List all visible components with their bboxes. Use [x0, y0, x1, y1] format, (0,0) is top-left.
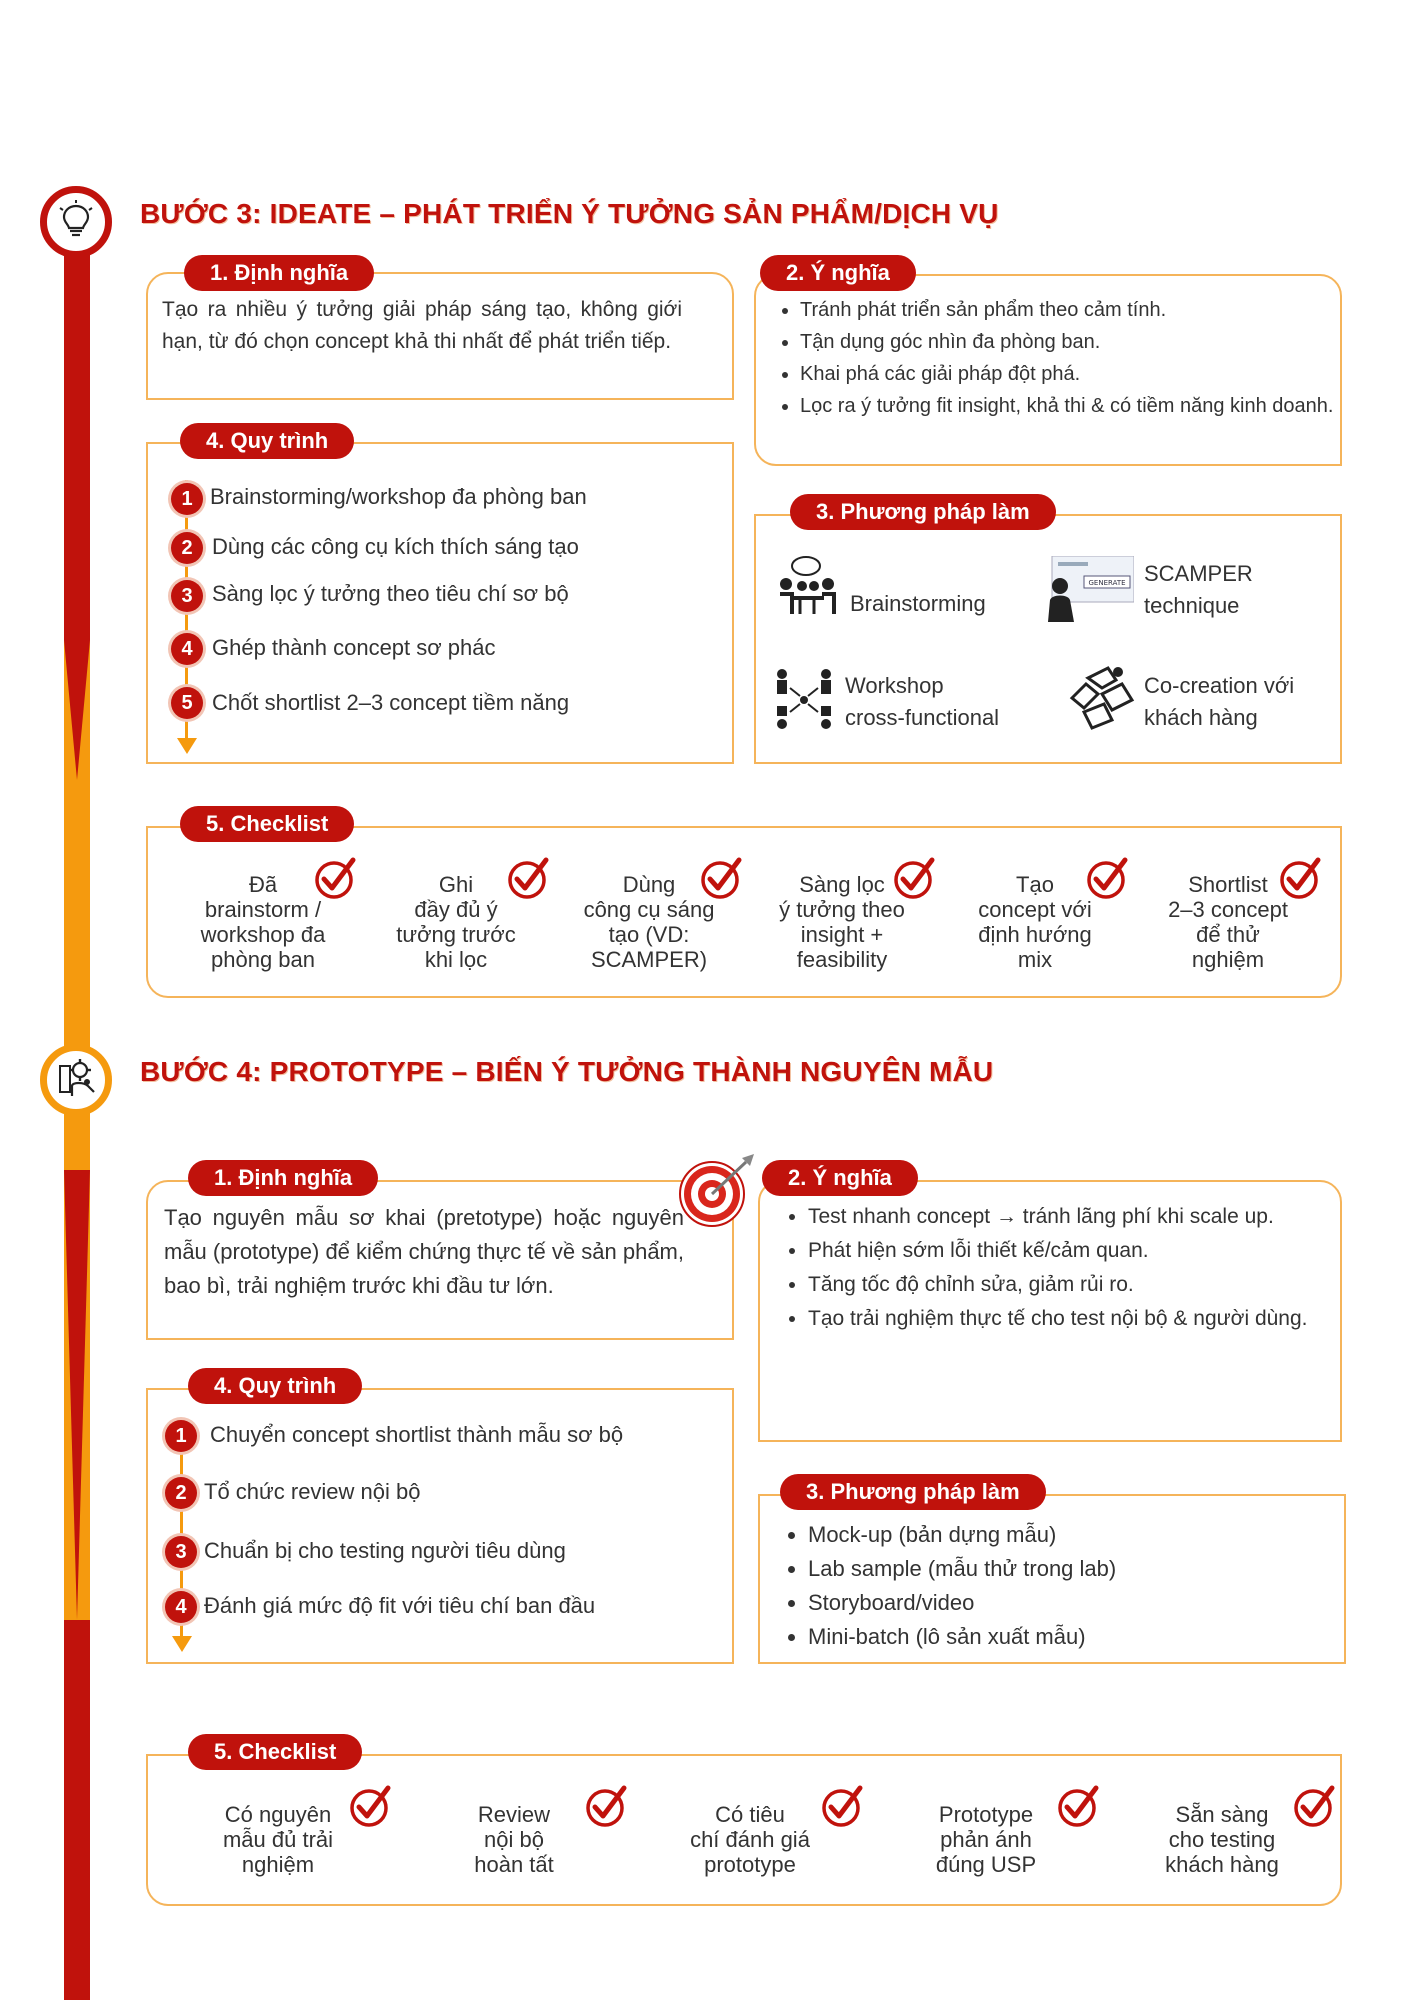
step4-meaning-list — [774, 1200, 1352, 1336]
scamper-icon — [1044, 556, 1134, 627]
process-step-text: Tổ chức review nội bộ — [204, 1479, 421, 1504]
step-number: 3 — [165, 1536, 197, 1568]
step4-title: BƯỚC 4: PROTOTYPE – BIẾN Ý TƯỞNG THÀNH NGUYÊN MẪU — [140, 1056, 994, 1087]
checklist-item-line: nội bộ — [484, 1827, 544, 1852]
step4-definition-label: 1. Định nghĩa — [188, 1160, 378, 1196]
checklist-item-line: đầy đủ ý — [414, 897, 498, 922]
checklist-item-line: Tạo — [1016, 872, 1054, 897]
checklist-item-line: Dùng — [622, 872, 676, 897]
checklist-item-line: tạo (VD: — [608, 922, 690, 947]
checklist-item-line: concept với — [978, 897, 1092, 922]
step-number: 5 — [171, 687, 203, 719]
checklist-item — [665, 1802, 835, 1877]
step3-definition-text: Tạo ra nhiều ý tưởng giải pháp sáng tạo, không giới hạn, từ đó chọn concept khả thi nhất để phát triển tiếp. — [162, 298, 682, 353]
step3-meaning-label: 2. Ý nghĩa — [760, 255, 916, 291]
step4-methods-label: 3. Phương pháp làm — [780, 1474, 1046, 1510]
list-item: • Khai phá các giải pháp đột phá. — [800, 358, 1360, 390]
list-item: • Phát hiện sớm lỗi thiết kế/cảm quan. — [808, 1234, 1352, 1268]
step4-definition-text: Tạo nguyên mẫu sơ khai (pretotype) hoặc nguyên mẫu (prototype) để kiểm chứng thực tế về sản phẩm, bao bì, trải nghiệm trước khi đầu tư lớn. — [164, 1205, 684, 1298]
checklist-item-line: khách hàng — [1165, 1852, 1279, 1877]
list-item: • Mock-up (bản dựng mẫu) — [808, 1518, 1348, 1552]
checklist-item-line: chí đánh giá — [690, 1827, 810, 1852]
checklist-item-line: workshop đa — [200, 922, 326, 947]
list-item: • Mini-batch (lô sản xuất mẫu) — [808, 1620, 1348, 1654]
step-number: 1 — [165, 1420, 197, 1452]
checkmark-icon — [699, 856, 743, 905]
checklist-item-line: insight + — [800, 922, 884, 947]
step3-checklist-label: 5. Checklist — [180, 806, 354, 842]
step3-meaning-list — [766, 294, 1360, 422]
co-creation-icon — [1068, 664, 1136, 735]
process-step-text: Chuẩn bị cho testing người tiêu dùng — [204, 1538, 566, 1563]
step-number: 3 — [171, 580, 203, 612]
checklist-item-line: SCAMPER) — [590, 947, 708, 972]
target-icon — [676, 1152, 756, 1233]
checklist-item — [901, 1802, 1071, 1877]
list-item: • Lab sample (mẫu thử trong lab) — [808, 1552, 1348, 1586]
step4-meaning-label: 2. Ý nghĩa — [762, 1160, 918, 1196]
step3-title: BƯỚC 3: IDEATE – PHÁT TRIỂN Ý TƯỞNG SẢN PHẨM/DỊCH VỤ — [140, 198, 999, 229]
checklist-item-line: hoàn tất — [474, 1852, 554, 1877]
lightbulb-icon — [56, 200, 96, 245]
workshop-icon — [772, 666, 836, 741]
checkmark-icon — [313, 856, 357, 905]
process-step-text: Ghép thành concept sơ phác — [212, 635, 496, 660]
checkmark-icon — [892, 856, 936, 905]
method-workshop: Workshop cross-functional — [845, 673, 1000, 730]
checkmark-icon — [1278, 856, 1322, 905]
checklist-item — [1137, 1802, 1307, 1877]
checklist-item — [193, 1802, 363, 1877]
checklist-item-line: ý tưởng theo — [779, 897, 905, 922]
checklist-item-line: Review — [477, 1802, 551, 1827]
checklist-item-line: phản ánh — [940, 1827, 1032, 1852]
checklist-item-line: mẫu đủ trải — [222, 1827, 334, 1852]
timeline-arrow-orange — [64, 1170, 90, 1620]
timeline-bar-red-top — [64, 250, 90, 650]
checkmark-icon — [1056, 1784, 1100, 1833]
arrow-down-icon — [172, 1636, 192, 1652]
list-item: • Storyboard/video — [808, 1586, 1348, 1620]
checklist-item-line: cho testing — [1168, 1827, 1276, 1852]
checklist-item-line: Shortlist — [1188, 872, 1268, 897]
checklist-item-line: Ghi — [438, 872, 474, 897]
list-item: • Test nhanh concept → tránh lãng phí khi scale up. — [808, 1200, 1352, 1234]
checklist-item-line: nghiệm — [1191, 947, 1265, 972]
brainstorming-icon — [772, 556, 842, 623]
step-number: 4 — [165, 1591, 197, 1623]
step3-process-label: 4. Quy trình — [180, 423, 354, 459]
checklist-item — [429, 1802, 599, 1877]
checklist-item-line: khi lọc — [424, 947, 488, 972]
process-step-text: Chốt shortlist 2–3 concept tiềm năng — [212, 690, 570, 715]
checklist-item-line: feasibility — [796, 947, 888, 972]
checkmark-icon — [820, 1784, 864, 1833]
checklist-item-line: Có tiêu — [715, 1802, 785, 1827]
method-scamper: SCAMPER technique — [1144, 561, 1253, 618]
step4-icon-circle — [40, 1044, 112, 1116]
checklist-item-line: brainstorm / — [204, 897, 322, 922]
checklist-item-line: Đã — [248, 872, 278, 897]
checkmark-icon — [348, 1784, 392, 1833]
prototype-gear-icon — [54, 1056, 98, 1105]
checkmark-icon — [1292, 1784, 1336, 1833]
step-number: 2 — [165, 1477, 197, 1509]
timeline-arrow-red — [64, 640, 90, 780]
checklist-item-line: Prototype — [938, 1802, 1034, 1827]
checklist-item-line: tưởng trước — [396, 922, 516, 947]
checklist-item-line: để thử — [1196, 922, 1260, 947]
checkmark-icon — [506, 856, 550, 905]
process-step-text: Brainstorming/workshop đa phòng ban — [210, 484, 587, 509]
step3-icon-circle — [40, 186, 112, 258]
list-item: • Tránh phát triển sản phẩm theo cảm tính. — [800, 294, 1360, 326]
step3-methods-label: 3. Phương pháp làm — [790, 494, 1056, 530]
checklist-item-line: định hướng — [978, 922, 1092, 947]
checklist-item-line: Sẵn sàng — [1175, 1802, 1269, 1827]
checklist-item-line: công cụ sáng — [583, 897, 715, 922]
process-step-text: Sàng lọc ý tưởng theo tiêu chí sơ bộ — [212, 581, 569, 606]
list-item: • Tăng tốc độ chỉnh sửa, giảm rủi ro. — [808, 1268, 1352, 1302]
checklist-item-line: Có nguyên — [224, 1802, 332, 1827]
svg-text:GENERATE: GENERATE — [1088, 579, 1126, 587]
checklist-item-line: phòng ban — [211, 947, 315, 972]
checklist-item-line: nghiệm — [241, 1852, 315, 1877]
checklist-item-line: đúng USP — [935, 1852, 1037, 1877]
process-step-text: Chuyển concept shortlist thành mẫu sơ bộ — [210, 1422, 624, 1447]
list-item: • Tạo trải nghiệm thực tế cho test nội bộ & người dùng. — [808, 1302, 1352, 1336]
checkmark-icon — [1085, 856, 1129, 905]
checklist-item-line: 2–3 concept — [1168, 897, 1288, 922]
checklist-item-line: Sàng lọc — [799, 872, 885, 897]
list-item: • Tận dụng góc nhìn đa phòng ban. — [800, 326, 1360, 358]
step-number: 2 — [171, 532, 203, 564]
method-co-creation: Co-creation với khách hàng — [1144, 673, 1295, 730]
checklist-item-line: mix — [1017, 947, 1053, 972]
step-number: 1 — [171, 483, 203, 515]
step4-process-label: 4. Quy trình — [188, 1368, 362, 1404]
method-brainstorming: Brainstorming — [850, 591, 986, 616]
arrow-down-icon — [177, 738, 197, 754]
checklist-item-line: prototype — [704, 1852, 796, 1877]
step4-checklist-label: 5. Checklist — [188, 1734, 362, 1770]
step3-definition-label: 1. Định nghĩa — [184, 255, 374, 291]
step4-methods-list — [774, 1518, 1348, 1654]
checkmark-icon — [584, 1784, 628, 1833]
process-step-text: Dùng các công cụ kích thích sáng tạo — [212, 534, 579, 559]
list-item: • Lọc ra ý tưởng fit insight, khả thi & có tiềm năng kinh doanh. — [800, 390, 1360, 422]
process-step-text: Đánh giá mức độ fit với tiêu chí ban đầu — [204, 1593, 596, 1618]
step-number: 4 — [171, 633, 203, 665]
